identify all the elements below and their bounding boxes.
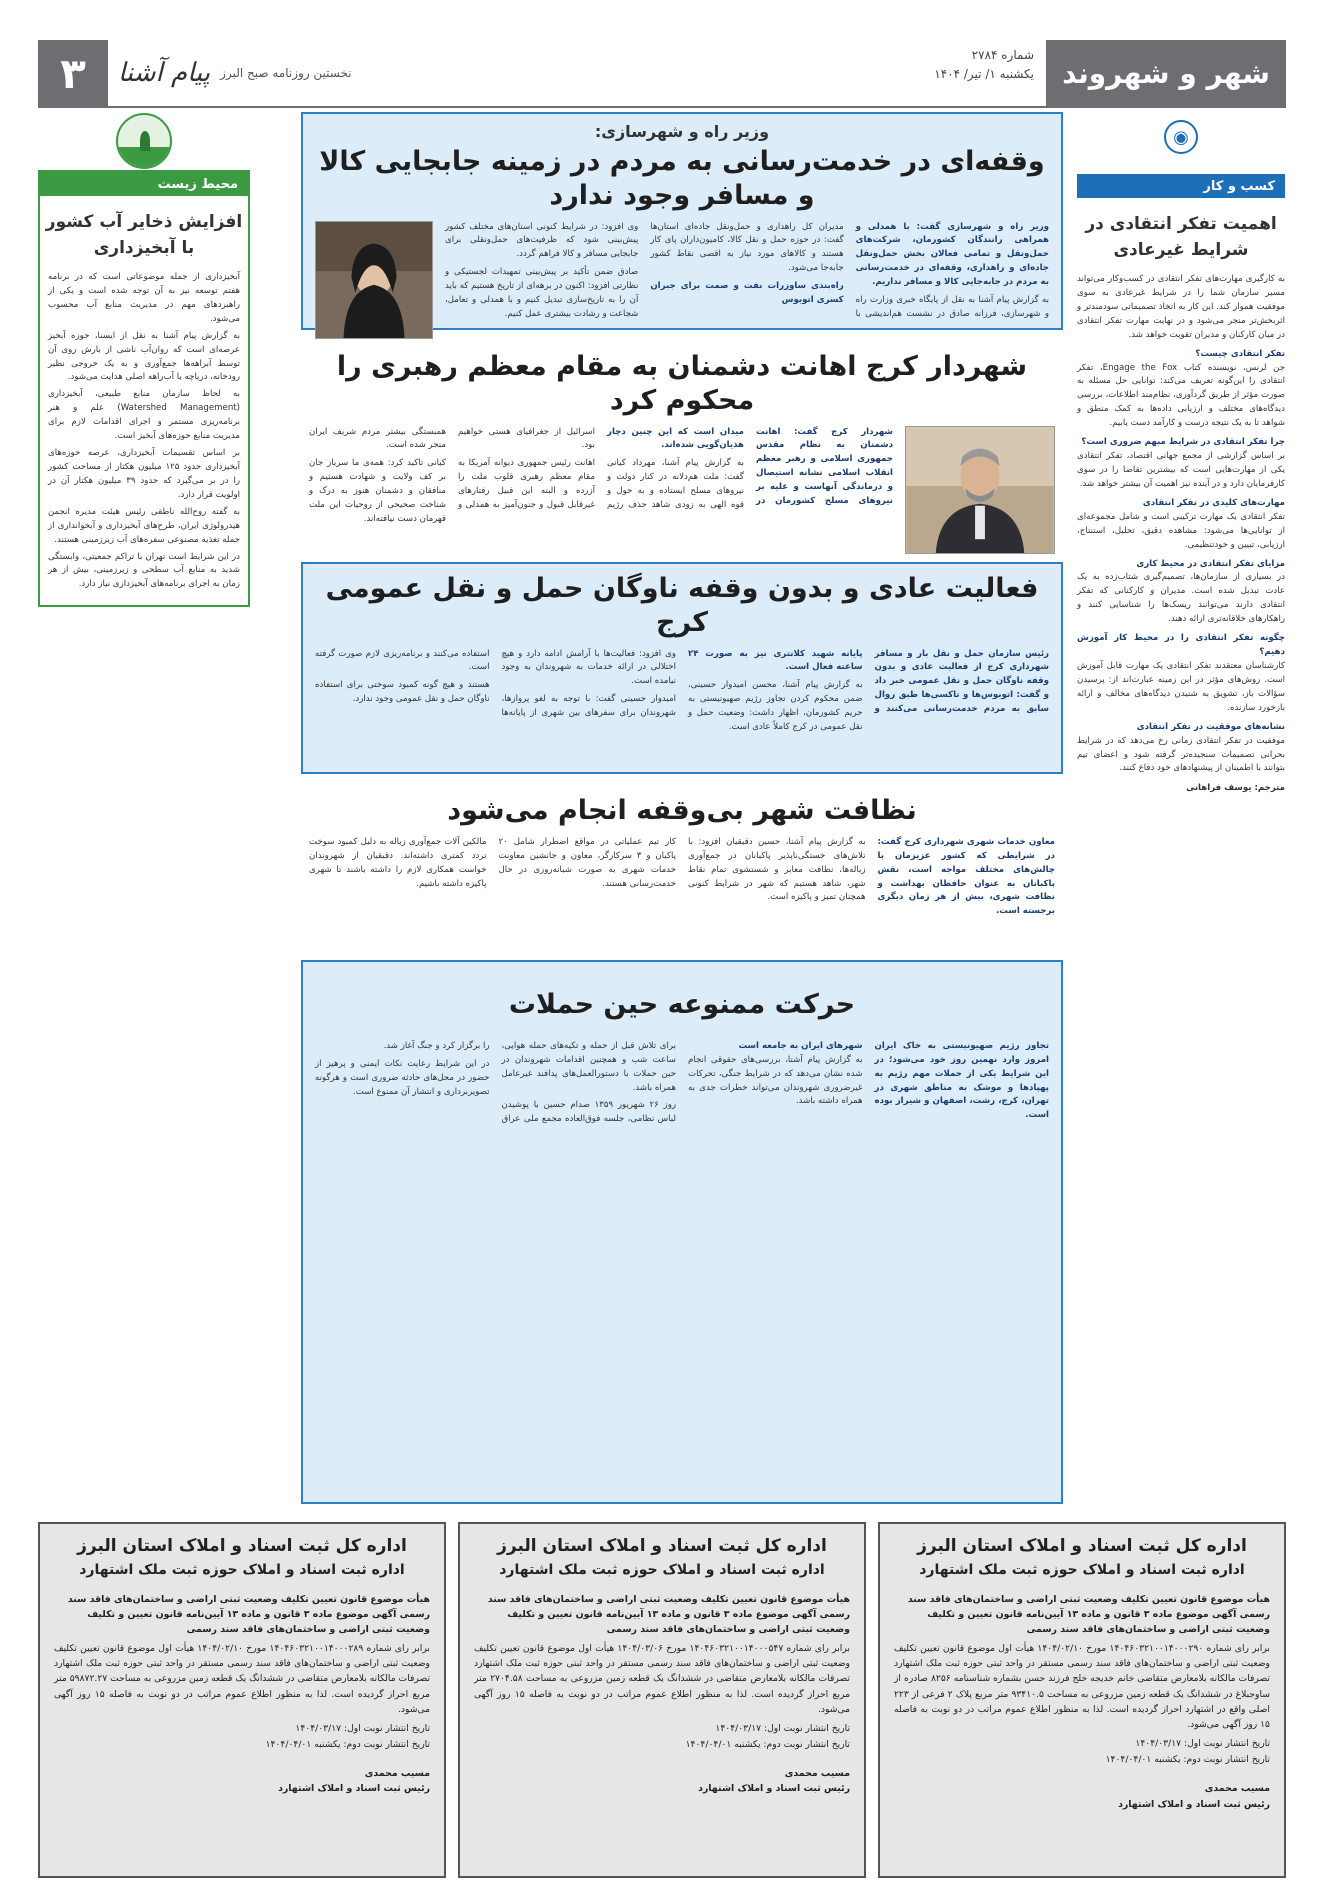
notice-heading: هیأت موضوع قانون تعیین تکلیف وضعیت ثبتی اراضی و ساختمان‌های فاقد سند رسمی آگهی موضوع ماده ۳ قانون و ماده ۱۳ آیین‌نامه قانون تعیین و تکلیف وضعیت ثبتی اراضی و ساختمان‌های فاقد سند رسمی (67, 1594, 430, 1636)
notice-body: برابر رای شماره ۱۴۰۴۶۰۳۲۱۰۰۱۴۰۰۰۲۹۰ مورخ ۱۴۰۴/۰۲/۱۰ هیأت اول موضوع قانون تعیین تکلیف وضعیت ثبتی اراضی و ساختمان‌های فاقد سند رسمی مستقر در واحد ثبتی حوزه ثبت ملک اشتهارد تصرفات مالکانه بلامعارض متقاضی خانم خدیجه خلج فرزند حسن بشماره شناسنامه ۸۲۵۶ صادره از ساوجبلاغ در ششدانگ یک قطعه زمین مزروعی به مساحت ۹۳۴۱۰.۵ متر مربع پلاک ۲ فرعی از ۲۲۳ اصلی واقع در اشتهارد احراز گردیده است. لذا به منظور اطلاع عموم مراتب در دو نوبت به فاصله ۱۵ روز آگهی می‌شود. (894, 1643, 1270, 1730)
article-kicker: وزیر راه و شهرسازی: (594, 122, 770, 141)
tree-illustration-icon (116, 113, 172, 169)
notice-body: برابر رای شماره ۱۴۰۴۶۰۳۲۱۰۰۱۴۰۰۰۵۴۷ مورخ ۱۴۰۴/۰۳/۰۶ هیأت اول موضوع قانون تعیین تکلیف وضعیت ثبتی اراضی و ساختمان‌های فاقد سند رسمی مستقر در واحد ثبتی حوزه ثبت ملک اشتهارد تصرفات مالکانه بلامعارض متقاضی در ششدانگ یک قطعه زمین مزروعی به مساحت ۲۷۰۴.۵۸ متر مربع احراز گردیده است. لذا به منظور اطلاع عموم مراتب در دو نوبت به فاصله ۱۵ روز آگهی می‌شود. (474, 1643, 850, 1715)
paragraph: به گزارش پیام آشنا، حسین دقیقیان افزود: با تلاش‌های خستگی‌ناپذیر پاکبانان در جمع‌آوری زباله‌ها، نظافت معابر و شستشوی تمام نقاط شهر، شاهد هستیم که شهر در شرایط کنونی همچنان تمیز و پاکیزه است. (688, 836, 866, 903)
translator-credit: مترجم: یوسف فراهانی (1186, 783, 1285, 794)
legal-notice (38, 1522, 446, 1878)
section-heading: چرا تفکر انتقادی در شرایط مبهم ضروری است؟ (1081, 437, 1285, 448)
section-heading: تفکر انتقادی چیست؟ (1195, 348, 1285, 359)
article-headline: نظافت شهر بی‌وقفه انجام می‌شود (447, 795, 917, 826)
environment-column (38, 112, 250, 607)
paragraph: در این شرایط رعایت نکات ایمنی و پرهیز از حضور در محل‌های حادثه ضروری است و هرگونه تصویربرداری و انتشار آن ممنوع است. (315, 1058, 490, 1097)
article-subhead: شهرهای ایران به جامعه است (738, 1040, 863, 1051)
business-column (1077, 112, 1285, 796)
article-body (309, 426, 893, 554)
column-body (1077, 273, 1285, 796)
legal-notice (458, 1522, 866, 1878)
notice-subtitle: اداره ثبت اسناد و املاک حوزه ثبت ملک اشتهارد (919, 1562, 1245, 1578)
paragraph: به گفته روح‌الله ناطقی رئیس هیئت مدیره انجمن هیدرولوژی ایران، طرح‌های آبخیزداری و آبخوانداری از جمله تغذیه مصنوعی سفره‌های آب زیرزمینی هستند. (48, 506, 240, 545)
notice-date-first: تاریخ انتشار نوبت اول: ۱۴۰۴/۰۳/۱۷ (295, 1723, 430, 1734)
article-body (309, 836, 1055, 920)
article-body (315, 1040, 1049, 1128)
notice-title: اداره کل ثبت اسناد و املاک استان البرز (77, 1536, 407, 1556)
legal-notices (38, 1522, 1286, 1878)
article-headline: وقفه‌ای در خدمت‌رسانی به مردم در زمینه جابجایی کالا و مسافر وجود ندارد (319, 146, 1045, 211)
paragraph: امیدوار حسینی گفت: با توجه به لغو پروازها، شهروندان برای سفرهای بین شهری از پایانه‌ها استفاده می‌کنند و برنامه‌ریزی لازم صورت گرفته است. (315, 648, 676, 719)
column-title: افزایش ذخایر آب کشور با آبخیزداری (45, 212, 243, 258)
article-headline: شهردار کرج اهانت دشمنان به مقام معظم رهبری را محکوم کرد (336, 351, 1028, 416)
environment-box (38, 170, 250, 607)
notice-date-second: تاریخ انتشار نوبت دوم: یکشنبه ۱۴۰۴/۰۴/۰۱ (1105, 1753, 1270, 1765)
paragraph: به گزارش پیام آشنا، محسن امیدوار حسینی، ضمن محکوم کردن تجاوز رژیم صهیونیستی به حریم کشورمان، اظهار داشت: وضعیت حمل و نقل عمومی در کرج کاملاً عادی است. (688, 680, 863, 733)
paragraph: کار تیم عملیاتی در مواقع اضطرار شامل ۲۰ پاکبان و ۳ سرکارگر، معاون و جانشین معاونت خدمات شهری به صورت شبانه‌روزی در حال خدمت‌رسانی هستند. (498, 836, 676, 889)
page-number: ۳ (38, 40, 108, 106)
section-text: کارشناسان معتقدند تفکر انتقادی یک مهارت قابل آموزش است. روش‌های مؤثر در این زمینه عبارت‌اند از: پرسیدن سؤالات باز، تشویق به شنیدن دیدگاه‌های مخالف و ارائه بازخورد سازنده. (1077, 660, 1285, 713)
signer-name: مسیب محمدی (364, 1768, 430, 1780)
article-forbidden-movement (301, 960, 1063, 1504)
notice-date-first: تاریخ انتشار نوبت اول: ۱۴۰۴/۰۳/۱۷ (715, 1723, 850, 1734)
globe-icon: ◉ (1164, 120, 1198, 154)
section-text: جن لرنس، نویسنده کتاب Engage the Fox، تفکر انتقادی را این‌گونه تعریف می‌کند: توانایی حل مسئله به صورت مؤثر از طریق گردآوری، نظام‌مند اطلاعات، بررسی دیدگاه‌های مختلف و ارزیابی داده‌ها به کمک منطق و شواهد تا به یک نتیجه درست و کارآمد دست یابیم. (1077, 362, 1286, 429)
notice-date-second: تاریخ انتشار نوبت دوم: یکشنبه ۱۴۰۴/۰۴/۰۱ (685, 1738, 850, 1750)
paragraph: به گزارش پیام آشنا، مهرداد کیانی گفت: ملت هم‌دلانه در کنار دولت و نیروهای مسلح ایستاده و به حول و قوه الهی به زودی شاهد حذف رژیم اسرائیل از جغرافیای هستی خواهیم بود. (458, 426, 744, 511)
mayor-photo (905, 426, 1055, 554)
section-title: شهر و شهروند (1046, 40, 1286, 106)
section-heading: چگونه تفکر انتقادی را در محیط کار آموزش دهیم؟ (1077, 633, 1285, 658)
intro-paragraph: به کارگیری مهارت‌های تفکر انتقادی در کسب‌وکار می‌تواند مسیر سازمان شما را در شرایط غیرعادی به سوی موفقیت هموار کند. این کار به اتخاذ تصمیماتی سودمندتر و اثربخش‌تر منجر می‌شود و در نهایت مهارت تفکر انتقادی در میان کارکنان و مدیران تقویت خواهد شد. (1077, 274, 1285, 340)
notice-heading: هیأت موضوع قانون تعیین تکلیف وضعیت ثبتی اراضی و ساختمان‌های فاقد سند رسمی آگهی موضوع ماده ۳ قانون و ماده ۱۳ آیین‌نامه قانون تعیین و تکلیف وضعیت ثبتی اراضی و ساختمان‌های فاقد سند رسمی (907, 1594, 1270, 1636)
paragraph: بر اساس تقسیمات آبخیزداری، عرصه حوزه‌های آبخیزداری حدود ۱۲۵ میلیون هکتار از مساحت کشور را در بر می‌گیرد که حدود ۳۹ میلیون هکتار آن در اولویت قرار دارد. (48, 448, 240, 500)
signer-name: مسیب محمدی (1204, 1783, 1270, 1795)
issue-info (922, 40, 1046, 106)
article-headline: فعالیت عادی و بدون وقفه ناوگان حمل و نقل عمومی کرج (325, 573, 1039, 638)
paragraph: به گزارش پیام آشنا به نقل از ایسنا، حوزه آبخیز عرصه‌ای است که روان‌آب ناشی از بارش روی آن توسط آبراهه‌ها جمع‌آوری و به یک خروجی نظیر رودخانه، دریاچه یا آب‌راهه اصلی هدایت می‌شود. (48, 330, 240, 383)
tagline: نخستین روزنامه صبح البرز (220, 66, 352, 80)
notice-subtitle: اداره ثبت اسناد و املاک حوزه ثبت ملک اشتهارد (79, 1562, 405, 1578)
paragraph: مالکین آلات جمع‌آوری زباله به دلیل کمبود سوخت تردد کمتری داشته‌اند. دقیقیان از شهروندان خواست همکاری لازم را داشته باشند تا شهری پاکیزه داشته باشیم. (309, 836, 487, 889)
paragraph: کیانی تاکید کرد: همه‌ی ما سرباز جان بر کف ولایت و شهادت هستیم و منافقان و دشمنان هنوز به درک و شناخت صحیحی از روحیات این ملت قهرمان دست نیافته‌اند. (309, 458, 446, 525)
section-text: در بسیاری از سازمان‌ها، تصمیم‌گیری شتاب‌زده به یک عادت تبدیل شده است. مدیران و کارکنانی که تفکر انتقادی دارند می‌توانند ریسک‌ها را شناسایی کنند و راهکارهای خلاقانه‌تری ارائه دهند. (1077, 572, 1285, 625)
brand-name: پیام آشنا (118, 58, 211, 88)
paragraph: روز ۲۶ شهریور ۱۳۵۹ صدام حسین با پوشیدن لباس نظامی، جلسه فوق‌العاده مجمع ملی عراق را برگزار کرد و جنگ آغاز شد. (383, 1040, 676, 1125)
notice-body: برابر رای شماره ۱۴۰۴۶۰۳۲۱۰۰۱۴۰۰۰۲۸۹ مورخ ۱۴۰۴/۰۲/۱۰ هیأت اول موضوع قانون تعیین تکلیف وضعیت ثبتی اراضی و ساختمان‌های فاقد سند رسمی مستقر در واحد ثبتی حوزه ثبت ملک اشتهارد تصرفات مالکانه بلامعارض متقاضی در ششدانگ یک قطعه زمین مزروعی به مساحت ۵۹۸۷۲.۲۷ متر مربع احراز گردیده است. لذا به منظور اطلاع عموم مراتب در دو نوبت به فاصله ۱۵ روز آگهی می‌شود. (54, 1643, 430, 1715)
paragraph: به لحاظ سازمان منابع طبیعی، آبخیزداری (Watershed Management) علم و هنر برنامه‌ریزی مستمر و اجرای اقدامات لازم برای مدیریت منابع حوزه‌های آبخیز است. (48, 389, 240, 442)
paragraph: برای تلاش قبل از حمله و تکیه‌های حمله هوایی، ساعت شب و همچنین اقدامات شهروندان در حین حملات با دستورالعمل‌های پدافند غیرعامل همراه باشد. (501, 1040, 676, 1093)
article-karaj-mayor (301, 342, 1063, 550)
paragraph: هستند و هیچ گونه کمبود سوختی برای استفاده ناوگان حمل و نقل عمومی وجود ندارد. (315, 680, 490, 705)
minister-photo (315, 221, 433, 339)
notice-subtitle: اداره ثبت اسناد و املاک حوزه ثبت ملک اشتهارد (499, 1562, 825, 1578)
section-text: بر اساس گزارشی از مجمع جهانی اقتصاد، تفکر انتقادی یکی از مهارت‌هایی است که بیشترین تقاضا را در سوی کارفرمایان دارد و در آینده نیز اهمیت آن بیشتر خواهد شد. (1077, 451, 1285, 489)
signer-title: رئیس ثبت اسناد و املاک اشتهارد (278, 1783, 430, 1795)
column-body (40, 271, 248, 605)
article-public-transport (301, 562, 1063, 774)
paragraph: به گزارش پیام آشنا به نقل از پایگاه خبری وزارت راه و شهرسازی، فرزانه صادق در نشست هم‌اندیشی با مدیران کل راهداری و حمل‌ونقل جاده‌ای استان‌ها گفت: در حوزه حمل و نقل کالا، کامیون‌داران پای کار هستند و کالاهای مورد نیاز به اقصی نقاط کشور جابه‌جا می‌شود. (650, 221, 1049, 320)
paragraph: وی افزود: در شرایط کنونی استان‌های مختلف کشور پیش‌بینی شود که ظرفیت‌های حمل‌ونقلی برای جابجایی مسافر و کالا فراهم گردد. (445, 221, 639, 260)
column-label: کسب و کار (1077, 174, 1285, 198)
signer-title: رئیس ثبت اسناد و املاک اشتهارد (1118, 1798, 1270, 1810)
notice-title: اداره کل ثبت اسناد و املاک استان البرز (917, 1536, 1247, 1556)
legal-notice (878, 1522, 1286, 1878)
article-lead: رئیس سازمان حمل و نقل بار و مسافر شهرداری کرج از فعالیت عادی و بدون وقفه ناوگان حمل و نقل عمومی خبر داد و گفت: اتوبوس‌ها و تاکسی‌ها طبق روال سابق به مردم خدمت‌رسانی می‌کنند و پایانه شهید کلانتری نیز به صورت ۲۴ ساعته فعال است. (688, 648, 1049, 715)
column-label: محیط زیست (40, 172, 248, 196)
section-text: تفکر انتقادی یک مهارت ترکیبی است و شامل مجموعه‌ای از توانایی‌ها می‌شود: مشاهده دقیق، تحلیل، استنتاج، ارزیابی، تبیین و خودتنظیمی. (1077, 511, 1285, 550)
notice-date-second: تاریخ انتشار نوبت دوم: یکشنبه ۱۴۰۴/۰۴/۰۱ (265, 1738, 430, 1750)
notice-title: اداره کل ثبت اسناد و املاک استان البرز (497, 1536, 827, 1556)
signer-title: رئیس ثبت اسناد و املاک اشتهارد (698, 1783, 850, 1795)
section-text: موفقیت در تفکر انتقادی زمانی رخ می‌دهد که در شرایط بحرانی تصمیمات سنجیده‌تر گرفته شود و اعضای تیم بتوانند با اطمینان از پیشنهادهای خود دفاع کنند. (1077, 735, 1285, 774)
paragraph: وی افزود: فعالیت‌ها با آرامش ادامه دارد و هیچ اختلالی در ارائه خدمات به شهروندان به وجود نیامده است. (501, 648, 676, 687)
section-heading: مزایای تفکر انتقادی در محیط کاری (1136, 558, 1285, 569)
signer-name: مسیب محمدی (784, 1768, 850, 1780)
article-lead: وزیر راه و شهرسازی گفت: با همدلی و همراهی رانندگان کشورمان، شرکت‌های حمل‌ونقل و تمامی فعالان بخش حمل‌ونقل جاده‌ای و راهداری، وقفه‌ای در خدمت‌رسانی به مردم در جابه‌جایی کالا و مسافر نداریم. (855, 221, 1049, 288)
section-heading: مهارت‌های کلیدی در تفکر انتقادی (1142, 497, 1285, 508)
paragraph: صادق ضمن تأکید بر پیش‌بینی تمهیدات لجستیکی و نظارتی افزود: اکنون در برهه‌ای از تاریخ هستیم که باید آن را به تاریخ‌سازی تبدیل کنیم و با همدلی و تعامل، شجاعت و رشادت بیشتری عمل کنیم. (445, 267, 639, 320)
portrait-icon (906, 427, 1054, 553)
article-headline: حرکت ممنوعه حین حملات (508, 989, 856, 1020)
paragraph: به گزارش پیام آشنا، بررسی‌های حقوقی انجام شده نشان می‌دهد که در شرایط جنگی، تحرکات غیرضروری شهروندان می‌تواند خطرات جدی به همراه داشته باشد. (688, 1054, 863, 1107)
article-city-cleaning (301, 786, 1063, 948)
newspaper-logo (108, 40, 362, 106)
notice-date-first: تاریخ انتشار نوبت اول: ۱۴۰۴/۰۳/۱۷ (1135, 1738, 1270, 1750)
masthead-divider (38, 106, 1286, 108)
article-transport-minister (301, 112, 1063, 330)
article-subhead: راه‌بندی ساوزرات نفت و صمت برای جبران کسری اتوبوس (650, 281, 844, 306)
article-lead: شهردار کرج گفت: اهانت دشمنان به نظام مقدس جمهوری اسلامی و رهبر معظم انقلاب اسلامی نشانه استیصال و درماندگی آنهاست و علیه بر نیروهای مسلح کشورمان در میدان است که این چنین دچار هذیان‌گویی شده‌اند. (607, 426, 893, 507)
notice-heading: هیأت موضوع قانون تعیین تکلیف وضعیت ثبتی اراضی و ساختمان‌های فاقد سند رسمی آگهی موضوع ماده ۳ قانون و ماده ۱۳ آیین‌نامه قانون تعیین و تکلیف وضعیت ثبتی اراضی و ساختمان‌های فاقد سند رسمی (487, 1594, 850, 1636)
portrait-icon (316, 222, 432, 338)
paragraph: آبخیزداری از جمله موضوعاتی است که در برنامه هفتم توسعه نیز به آن توجه شده است و یکی از راهبردهای مهم در مدیریت منابع آب محسوب می‌شود. (48, 272, 240, 324)
issue-number: شماره ۲۷۸۴ (971, 48, 1034, 62)
paragraph: اهانت رئیس جمهوری دیوانه آمریکا به مقام معظم رهبری قلوب ملت را آزرده و البته این قبیل رفتارهای غیرقابل قبول و جنون‌آمیز به همدلی و همبستگی بیشتر مردم شریف ایران منجر شده است. (309, 426, 595, 511)
article-body (445, 221, 1049, 339)
article-lead: معاون خدمات شهری شهرداری کرج گفت: در شرایطی که کشور عزیزمان با چالش‌های مختلف مواجه است، نقش پاکبانان به عنوان حافظان بهداشت و نظافت شهری، بیش از هر زمان دیگری برجسته است. (877, 836, 1055, 917)
masthead (38, 40, 1286, 106)
issue-date: یکشنبه ۱/ تیر/ ۱۴۰۴ (934, 67, 1034, 82)
article-body (315, 648, 1049, 736)
section-heading: نشانه‌های موفقیت در تفکر انتقادی (1136, 721, 1285, 732)
column-title: اهمیت تفکر انتقادی در شرایط غیرعادی (1085, 214, 1277, 260)
paragraph: در این شرایط است تهران با تراکم جمعیتی، وابستگی شدید به منابع آب سطحی و زیرزمینی، بیش از هر زمان به اجرای برنامه‌های آبخیزداری نیاز دارد. (48, 551, 240, 590)
article-lead: تجاوز رژیم صهیونیستی به خاک ایران امروز وارد نهمین روز خود می‌شود؛ در این شرایط یکی از حملات مهم رژیم به پهپادها و موشک به مناطق شهری در تهران، کرج، رشت، اصفهان و شیراز بوده است. (874, 1040, 1049, 1121)
